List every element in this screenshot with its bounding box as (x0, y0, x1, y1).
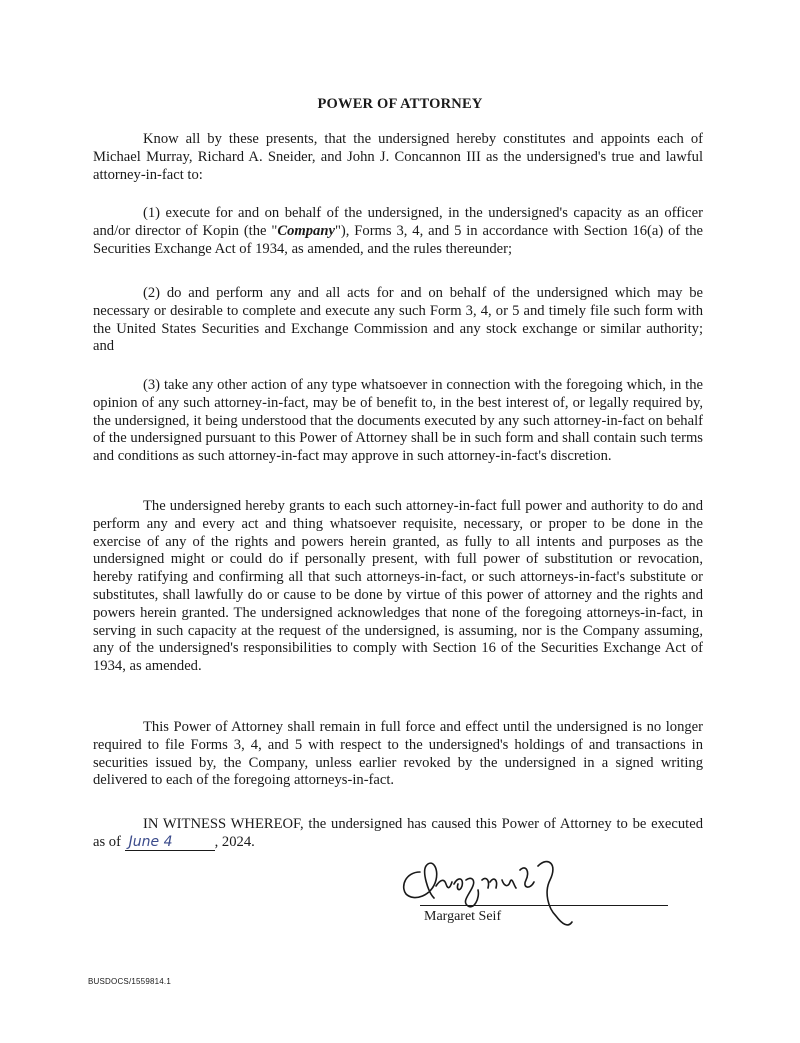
witness-text-after: , 2024. (214, 833, 255, 850)
clause-3-paragraph: (3) take any other action of any type whatsoever in connection with the foregoing which, in the opinion of any such attorney-in-fact, may be of benefit to, in the best interest of, or legally required by, the undersigned, it being understood that the documents executed by any such attorney-in-fact on behalf of the undersigned pursuant to this Power of Attorney shall be in such form and shall contain such terms and conditions as such attorney-in-fact may approve in such attorney-in-fact's discretion. (93, 377, 703, 465)
document-id: BUSDOCS/1559814.1 (88, 977, 172, 986)
witness-paragraph (93, 816, 703, 852)
duration-paragraph: This Power of Attorney shall remain in full force and effect until the undersigned is no longer required to file Forms 3, 4, and 5 with respect to the undersigned's holdings of and transactions in securities issued by, the Company, unless earlier revoked by the undersigned in a signed writing delivered to each of the foregoing attorneys-in-fact. (93, 719, 703, 789)
signature-line (420, 905, 668, 906)
company-defined-term: Company (277, 222, 335, 239)
signer-name: Margaret Seif (424, 909, 502, 924)
document-title: POWER OF ATTORNEY (317, 96, 483, 112)
execution-date-field (125, 834, 215, 851)
clause-1-text-after: "), Forms 3, 4, and 5 in accordance with Section 16(a) of the Securities Exchange Act of 1934, as amended, and the rules thereunder; (93, 222, 703, 257)
intro-paragraph: Know all by these presents, that the undersigned hereby constitutes and appoints each of Michael Murray, Richard A. Sneider, and John J. Concannon III as the undersigned's true and lawful attorney-in-fact to: (93, 131, 703, 183)
clause-1-paragraph (93, 205, 703, 258)
clause-1-text-before: (1) execute for and on behalf of the undersigned, in the undersigned's capacity as an officer and/or director of Kopin (the " (93, 205, 703, 239)
clause-2-paragraph: (2) do and perform any and all acts for and on behalf of the undersigned which may be necessary or desirable to complete and execute any such Form 3, 4, or 5 and timely file such form with the United States Securities and Exchange Commission and any stock exchange or similar authority; and (93, 285, 703, 355)
handwritten-date: June 4 (128, 833, 173, 850)
grant-paragraph: The undersigned hereby grants to each such attorney-in-fact full power and authority to do and perform any and every act and thing whatsoever requisite, necessary, or proper to be done in the exercise of any of the rights and powers herein granted, as fully to all intents and purposes as the undersigned might or could do if personally present, with full power of substitution or revocation, hereby ratifying and confirming all that such attorneys-in-fact, or such attorneys-in-fact's substitute or substitutes, shall lawfully do or cause to be done by virtue of this power of attorney and the rights and powers herein granted. The undersigned acknowledges that none of the foregoing attorneys-in-fact, in serving in such capacity at the request of the undersigned, is assuming, nor is the Company assuming, any of the undersigned's responsibilities to comply with Section 16 of the Securities Exchange Act of 1934, as amended. (93, 498, 703, 675)
witness-text-before: IN WITNESS WHEREOF, the undersigned has caused this Power of Attorney to be executed as of (93, 816, 703, 850)
